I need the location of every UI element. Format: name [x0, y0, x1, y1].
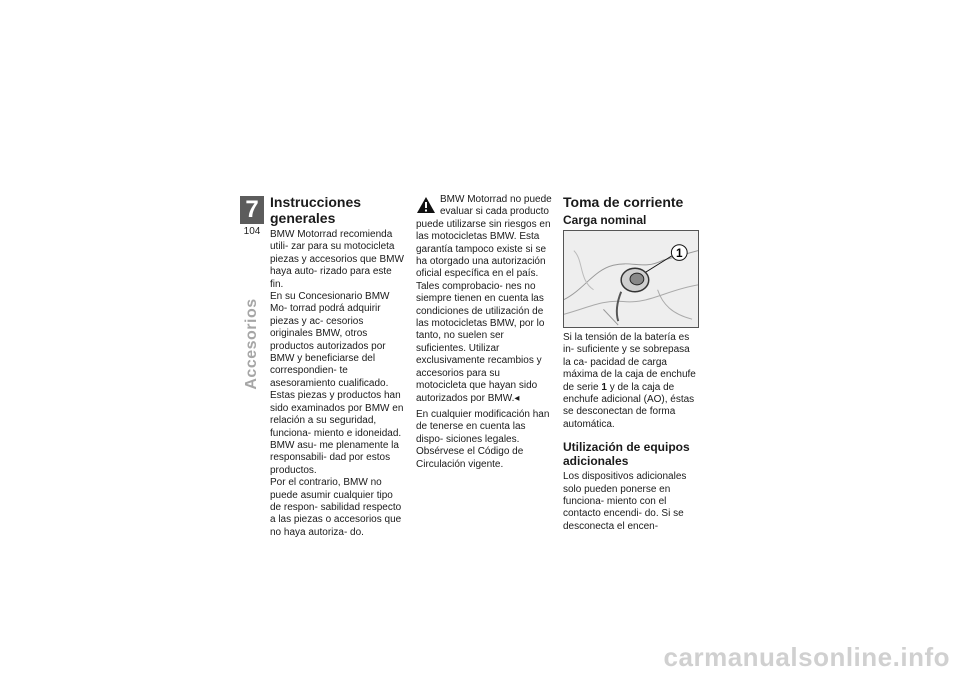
page-number: 104: [243, 226, 261, 237]
photo-callout-label: 1: [675, 246, 683, 260]
paragraph: En cualquier modificación han de tenerse en cuenta las dispo- siciones legales. Obsérvese el Código de Circulación vigente.: [416, 408, 550, 470]
watermark: carmanualsonline.info: [663, 642, 950, 672]
paragraph: Por el contrario, BMW no puede asumir cualquier tipo de respon- sabilidad respecto a las piezas o accesorios que no haya autoriza- do.: [270, 477, 402, 538]
column-general-instructions: [270, 194, 406, 539]
chapter-number-tab: 7: [240, 196, 264, 224]
section-heading-power-socket: Toma de corriente: [563, 194, 684, 210]
paragraph: Los dispositivos adicionales solo pueden ponerse en funciona- miento con el contacto encendi- do. Si se desconecta el encen-: [563, 471, 687, 532]
paragraph: BMW Motorrad recomienda utili- zar para su motocicleta piezas y accesorios que BMW haya auto- rizado para este fin.: [270, 229, 404, 290]
paragraph: En su Concesionario BMW Mo- torrad podrá adquirir piezas y ac- cesorios originales BMW, otros productos autorizados por BMW y beneficiarse del correspondien- te asesoramiento cualificado.: [270, 291, 390, 389]
warning-lead-text: BMW Motorrad no puede evaluar si cada producto: [440, 194, 552, 218]
subheading-additional-equipment: Utilización de equipos adicionales: [563, 440, 690, 469]
chapter-title-vertical: Accesorios: [243, 298, 260, 390]
reference-number: 1: [601, 381, 607, 393]
paragraph: Estas piezas y productos han sido examinados por BMW en relación a su seguridad, funciona- miento e idoneidad. BMW asu- me plenamente la responsabili- dad por estos productos.: [270, 390, 404, 476]
paragraph: [563, 332, 699, 431]
warning-block: [416, 194, 552, 405]
column-power-socket: [563, 194, 699, 533]
warning-text: puede utilizarse sin riesgos en las motocicletas BMW. Esta garantía tampoco existe si se ha otorgado una autorización oficial específica en el país. Tales comprobacio- nes no siempre tienen en cuenta las condiciones de utilización de las motocicletas BMW, por lo tanto, no suelen ser suficientes. Utilizar exclusivamente recambios y accesorios para su motocicleta que hayan sido autorizados por BMW.◂: [416, 218, 551, 404]
section-heading-instructions: Instrucciones generales: [270, 194, 362, 226]
power-socket-photo: [563, 230, 699, 328]
paragraph-text: y de la caja de enchufe adicional (AO), éstas se desconectan de forma automática.: [563, 381, 695, 430]
column-warning: [416, 194, 552, 471]
subheading-rated-load: Carga nominal: [563, 213, 647, 227]
warning-triangle-icon: [416, 196, 436, 214]
paragraph-text: Si la tensión de la batería es in- suficiente y se sobrepasa la ca- pacidad de carga máxima de la caja de enchufe de serie: [563, 332, 696, 393]
